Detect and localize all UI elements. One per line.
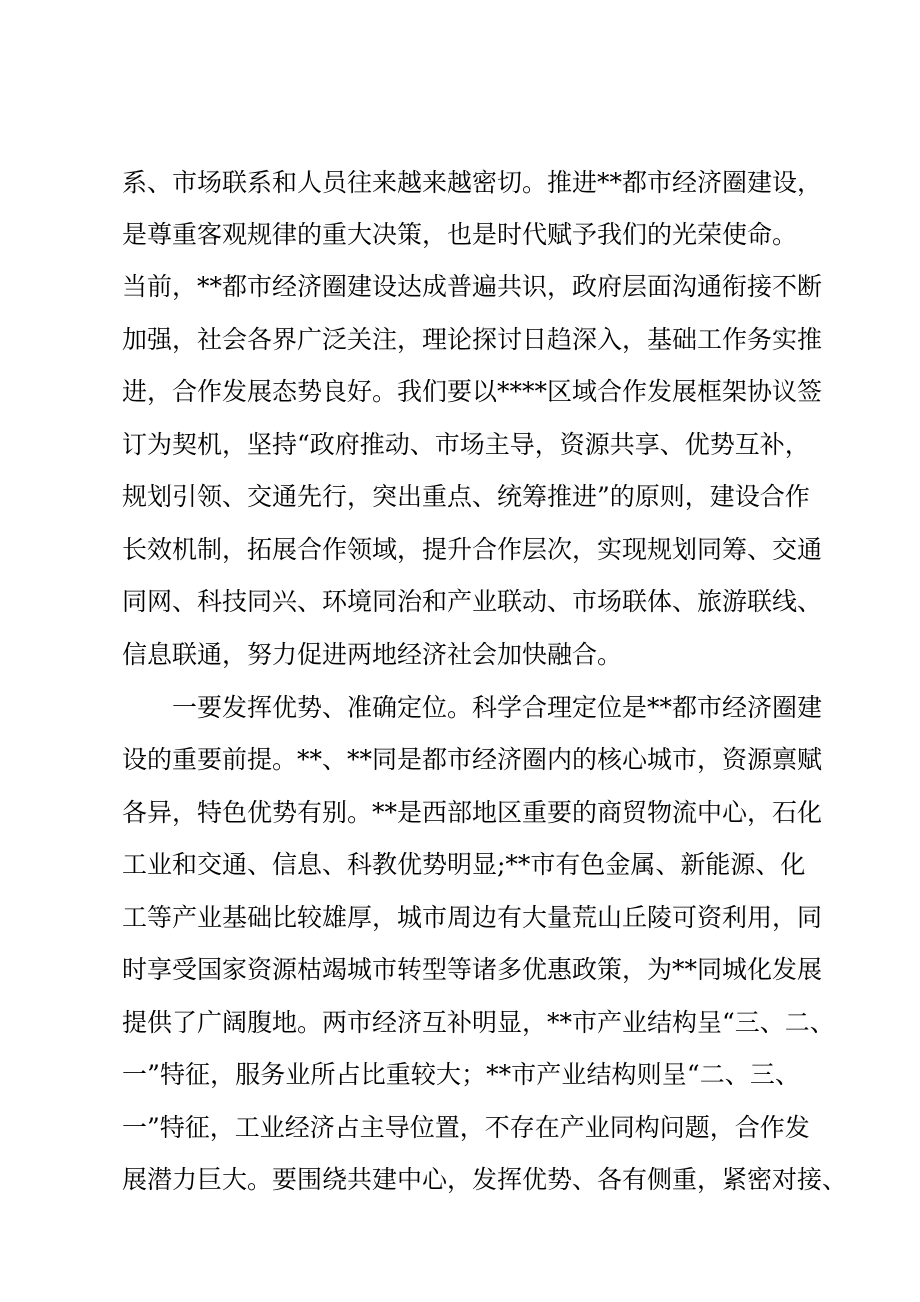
text-line: 一”特征，服务业所占比重较大；**市产业结构则呈“二、三、 (122, 1060, 800, 1089)
text-line: 工业和交通、信息、科教优势明显;**市有色金属、新能源、化 (122, 850, 806, 879)
text-line: 规划引领、交通先行，突出重点、统筹推进”的原则，建设合作 (122, 482, 810, 511)
text-line: 提供了广阔腹地。两市经济互补明显，**市产业结构呈“三、二、 (122, 1008, 835, 1037)
text-line: 信息联通，努力促进两地经济社会加快融合。 (122, 640, 623, 669)
text-line: 是尊重客观规律的重大决策，也是时代赋予我们的光荣使命。 (122, 220, 798, 249)
text-line: 一”特征，工业经济占主导位置，不存在产业同构问题，合作发 (122, 1113, 810, 1142)
text-line: 订为契机，坚持“政府推动、市场主导，资源共享、优势互补， (122, 430, 810, 459)
text-line: 加强，社会各界广泛关注，理论探讨日趋深入，基础工作务实推 (122, 325, 823, 354)
text-line: 时享受国家资源枯竭城市转型等诸多优惠政策，为**同城化发展 (122, 955, 823, 984)
text-line: 同网、科技同兴、环境同治和产业联动、市场联体、旅游联线、 (122, 587, 823, 616)
text-line: 当前，**都市经济圈建设达成普遍共识，政府层面沟通衔接不断 (122, 272, 823, 301)
text-line: 长效机制，拓展合作领域，提升合作层次，实现规划同筹、交通 (122, 535, 823, 564)
text-line: 设的重要前提。**、**同是都市经济圈内的核心城市，资源禀赋 (122, 745, 823, 774)
text-line: 进，合作发展态势良好。我们要以****区域合作发展框架协议签 (122, 377, 823, 406)
text-line: 系、市场联系和人员往来越来越密切。推进**都市经济圈建设， (122, 168, 823, 197)
text-line: 各异，特色优势有别。**是西部地区重要的商贸物流中心，石化 (122, 798, 823, 827)
text-line: 一要发挥优势、准确定位。科学合理定位是**都市经济圈建 (172, 693, 823, 722)
text-line: 展潜力巨大。要围绕共建中心，发挥优势、各有侧重，紧密对接、 (122, 1165, 848, 1194)
text-line: 工等产业基础比较雄厚，城市周边有大量荒山丘陵可资利用，同 (122, 903, 823, 932)
